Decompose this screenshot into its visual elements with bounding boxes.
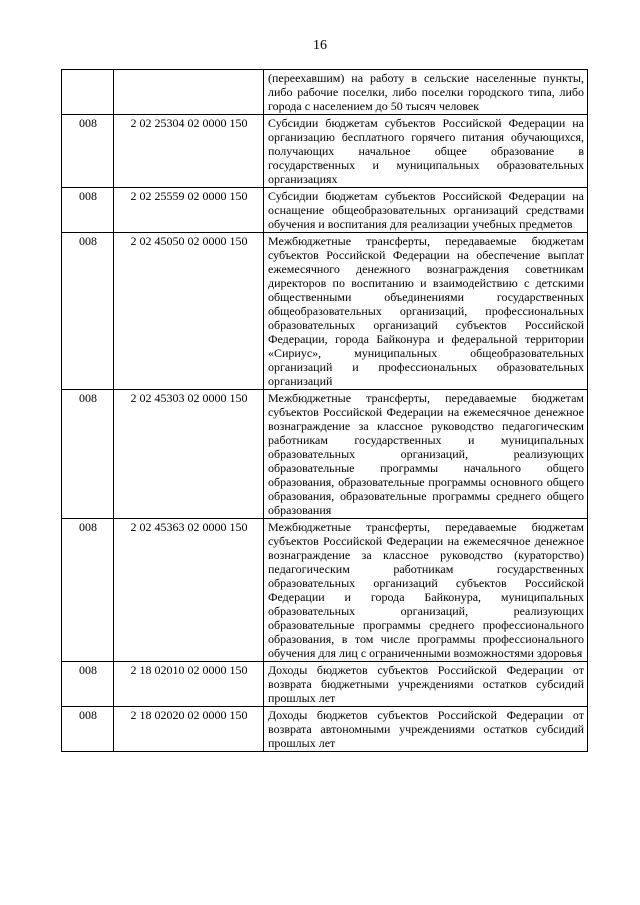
admin-code-cell: 008 <box>62 188 114 233</box>
budget-code-cell <box>114 70 264 115</box>
revenue-codes-table <box>61 69 588 752</box>
budget-code-cell: 2 18 02010 02 0000 150 <box>114 662 264 707</box>
admin-code-cell: 008 <box>62 707 114 752</box>
budget-code-cell: 2 02 25304 02 0000 150 <box>114 115 264 188</box>
table-row <box>62 115 588 188</box>
table-row <box>62 390 588 519</box>
table-row <box>62 519 588 662</box>
description-cell: (переехавшим) на работу в сельские населенные пункты, либо рабочие поселки, либо поселки городского типа, либо города с населением до 50 тысяч человек <box>264 70 588 115</box>
table-row <box>62 707 588 752</box>
admin-code-cell <box>62 70 114 115</box>
description-cell: Субсидии бюджетам субъектов Российской Федерации на организацию бесплатного горячего питания обучающихся, получающих начальное общее образование в государственных и муниципальных образовательных организациях <box>264 115 588 188</box>
description-cell: Межбюджетные трансферты, передаваемые бюджетам субъектов Российской Федерации на ежемесячное денежное вознаграждение за классное руководство (кураторство) педагогическим работникам государственных образовательных организаций субъектов Российской Федерации и города Байконура, муниципальных образовательных организаций, реализующих образовательные программы среднего профессионального образования, в том числе программы профессионального обучения для лиц с ограниченными возможностями здоровья <box>264 519 588 662</box>
table-row <box>62 70 588 115</box>
budget-code-cell: 2 02 45363 02 0000 150 <box>114 519 264 662</box>
budget-code-cell: 2 02 45050 02 0000 150 <box>114 233 264 390</box>
admin-code-cell: 008 <box>62 519 114 662</box>
budget-code-cell: 2 02 45303 02 0000 150 <box>114 390 264 519</box>
description-cell: Доходы бюджетов субъектов Российской Федерации от возврата автономными учреждениями остатков субсидий прошлых лет <box>264 707 588 752</box>
budget-code-cell: 2 02 25559 02 0000 150 <box>114 188 264 233</box>
admin-code-cell: 008 <box>62 233 114 390</box>
table-row <box>62 662 588 707</box>
budget-code-cell: 2 18 02020 02 0000 150 <box>114 707 264 752</box>
description-cell: Межбюджетные трансферты, передаваемые бюджетам субъектов Российской Федерации на обеспечение выплат ежемесячного денежного вознаграждения советникам директоров по воспитанию и взаимодействию с детскими общественными объединениями государственных общеобразовательных организаций, профессиональных образовательных организаций субъектов Российской Федерации, города Байконура и федеральной территории «Сириус», муниципальных общеобразовательных организаций и профессиональных образовательных организаций <box>264 233 588 390</box>
page-number: 16 <box>313 38 327 53</box>
description-cell: Доходы бюджетов субъектов Российской Федерации от возврата бюджетными учреждениями остатков субсидий прошлых лет <box>264 662 588 707</box>
admin-code-cell: 008 <box>62 115 114 188</box>
table-row <box>62 188 588 233</box>
description-cell: Межбюджетные трансферты, передаваемые бюджетам субъектов Российской Федерации на ежемесячное денежное вознаграждение за классное руководство педагогическим работникам государственных и муниципальных образовательных организаций, реализующих образовательные программы начального общего образования, образовательные программы основного общего образования, образовательные программы среднего общего образования <box>264 390 588 519</box>
admin-code-cell: 008 <box>62 662 114 707</box>
description-cell: Субсидии бюджетам субъектов Российской Федерации на оснащение общеобразовательных организаций средствами обучения и воспитания для реализации учебных предметов <box>264 188 588 233</box>
table-row <box>62 233 588 390</box>
admin-code-cell: 008 <box>62 390 114 519</box>
